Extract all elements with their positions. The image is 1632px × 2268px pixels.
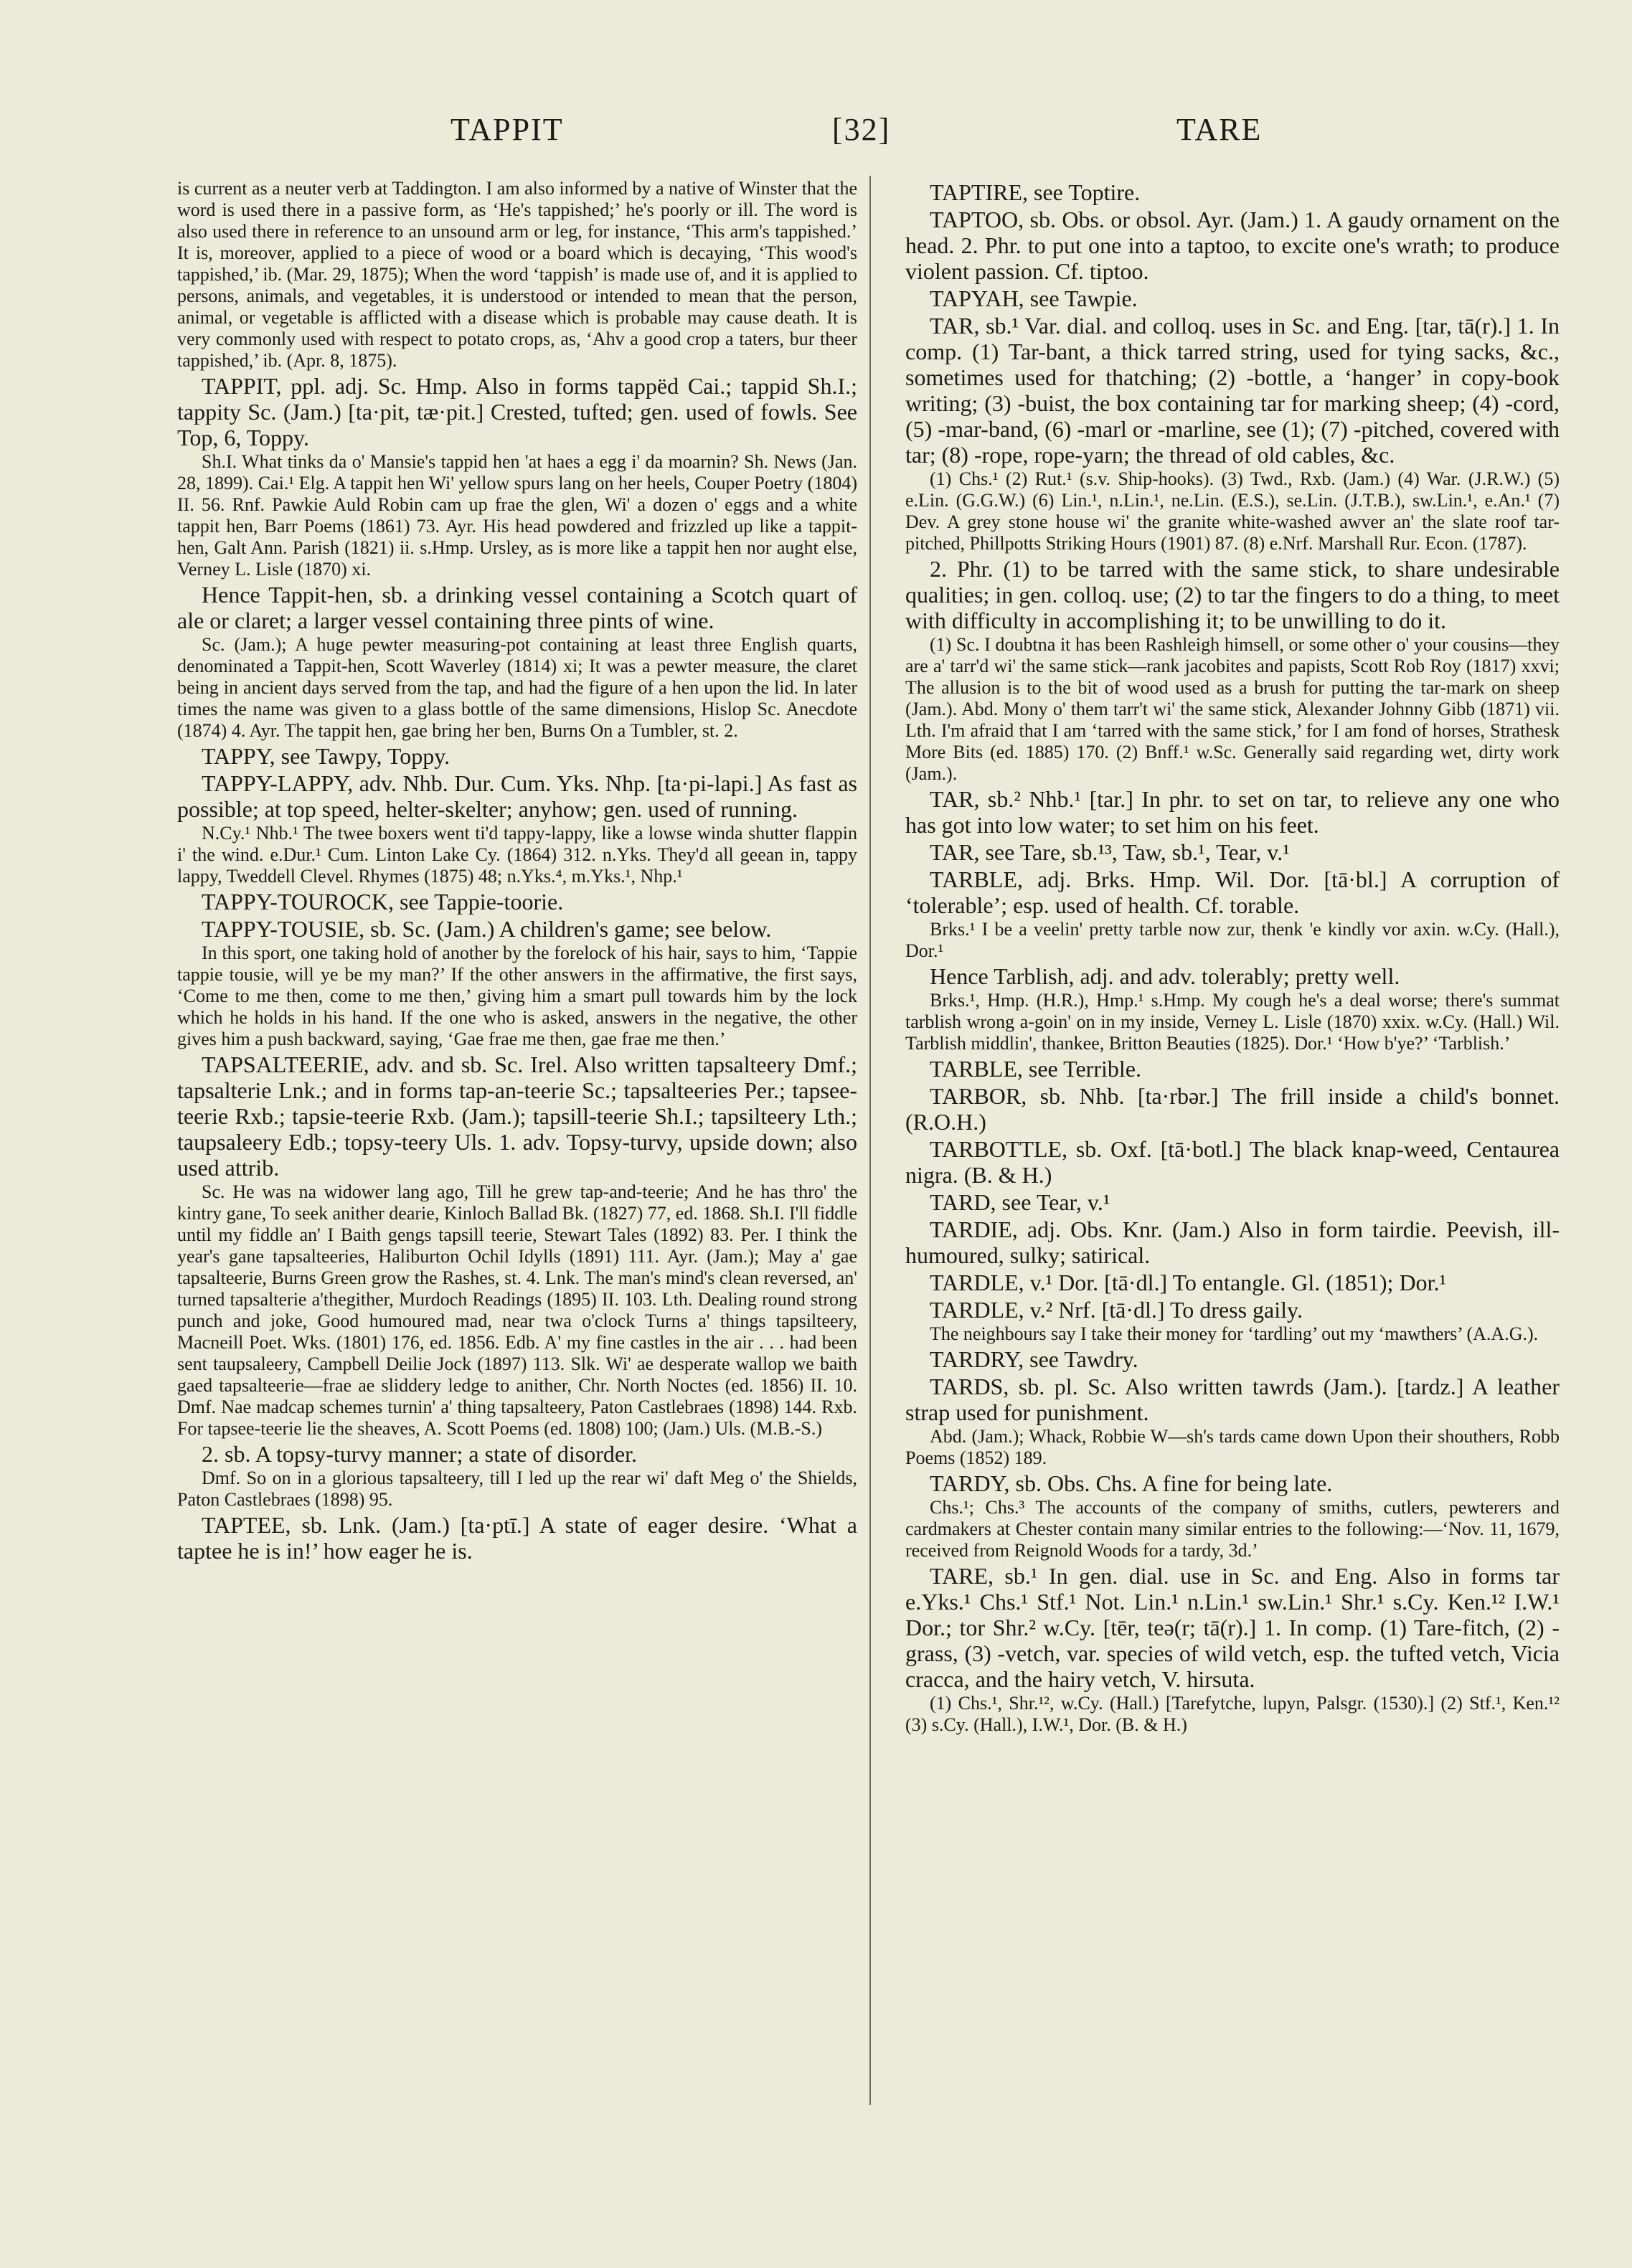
page-number: [32] (832, 112, 891, 147)
entry-tardie: TARDIE, adj. Obs. Knr. (Jam.) Also in form tairdie. Peevish, ill-humoured, sulky; satirical. (905, 1216, 1560, 1268)
entry-tappit: TAPPIT, ppl. adj. Sc. Hmp. Also in forms tappëd Cai.; tappid Sh.I.; tappity Sc. (Jam.) [ta·pit, tæ·pit.] Crested, tufted; gen. used of fowls. See Top, 6, Toppy. (177, 373, 857, 450)
entry-tare: TARE, sb.¹ In gen. dial. use in Sc. and Eng. Also in forms tar e.Yks.¹ Chs.¹ Stf.¹ Not. Lin.¹ n.Lin.¹ sw.Lin.¹ Shr.¹ s.Cy. Ken.¹² I.W.¹ Dor.; tor Shr.² w.Cy. [tēr, teə(r; tā(r).] 1. In comp. (1) Tare-fitch, (2) -grass, (3) -vetch, var. species of wild vetch, esp. the tufted vetch, Vicia cracca, and the hairy vetch, V. hirsuta. (905, 1563, 1560, 1692)
entry-tapyah: TAPYAH, see Tawpie. (930, 285, 1138, 311)
citations: Dmf. So on in a glorious tapsalteery, till I led up the rear wi' daft Meg o' the Shields, Paton Castlebraes (1898) 95. (177, 1468, 857, 1510)
entry-taptoo: TAPTOO, sb. Obs. or obsol. Ayr. (Jam.) 1. A gaudy ornament on the head. 2. Phr. to put one into a taptoo, to excite one's wrath; to produce violent passion. Cf. tiptoo. (905, 207, 1560, 284)
citations: (1) Chs.¹ (2) Rut.¹ (s.v. Ship-hooks). (3) Twd., Rxb. (Jam.) (4) War. (J.R.W.) (5) e.Lin. (G.G.W.) (6) Lin.¹, n.Lin.¹, ne.Lin. (E.S.), se.Lin. (J.T.B.), sw.Lin.¹, e.An.¹ (7) Dev. A grey stone house wi' the granite white-washed awver an' the slate roof tar-pitched, Phillpotts Striking Hours (1901) 87. (8) e.Nrf. Marshall Rur. Econ. (1787). (905, 468, 1560, 554)
citations: Sh.I. What tinks da o' Mansie's tappid hen 'at haes a egg i' da moarnin? Sh. News (Jan. 28, 1899). Cai.¹ Elg. A tappit hen Wi' yellow spurs lang on her heels, Couper Poetry (1804) II. 56. Rnf. Pawkie Auld Robin cam up frae the glen, Wi' a dozen o' eggs and a white tappit hen, Barr Poems (1861) 73. Ayr. His head powdered and frizzled up like a tappit-hen, Galt Ann. Parish (1821) ii. s.Hmp. Ursley, as is more like a tappit hen nor aught else, Verney L. Lisle (1870) xi. (177, 451, 857, 580)
entry-tardry: TARDRY, see Tawdry. (930, 1346, 1138, 1372)
running-head (0, 111, 1632, 161)
paragraph-continuation: is current as a neuter verb at Taddington. I am also informed by a native of Winster that the word is used there in a passive form, as ‘He's tappished;’ he's poorly or ill. The word is also used there in reference to an unsound arm or leg, for instance, ‘This arm's tappished.’ It is, moreover, applied to a piece of wood or a board which is decaying, ‘This wood's tappished,’ ib. (Mar. 29, 1875); When the word ‘tappish’ is made use of, and it is applied to persons, animals, and vegetables, it is understood or intended to mean that the person, animal, or vegetable is afflicted with a disease which is probable may cause death. It is very commonly used with respect to potato crops, as, ‘Ahv a good crop a taters, bur theer tappished,’ ib. (Apr. 8, 1875). (177, 178, 857, 371)
citations: Abd. (Jam.); Whack, Robbie W—sh's tards came down Upon their shouthers, Robb Poems (1852) 189. (905, 1426, 1560, 1468)
citations: Brks.¹ I be a veelin' pretty tarble now zur, thenk 'e kindly vor axin. w.Cy. (Hall.), Dor.¹ (905, 919, 1560, 961)
citations: The neighbours say I take their money for ‘tardling’ out my ‘mawthers’ (A.A.G.). (930, 1323, 1539, 1344)
entry-tarbottle: TARBOTTLE, sb. Oxf. [tā·botl.] The black knap-weed, Centaurea nigra. (B. & H.) (905, 1136, 1560, 1188)
entry-tardle-2: TARDLE, v.² Nrf. [tā·dl.] To dress gaily. (930, 1297, 1303, 1323)
citations: Brks.¹, Hmp. (H.R.), Hmp.¹ s.Hmp. My cough he's a deal worse; there's summat tarblish wrong a-goin' on in my inside, Verney L. Lisle (1870) xxix. w.Cy. (Hall.) Wil. Tarblish middlin', thankee, Britton Beauties (1825). Dor.¹ ‘How b'ye?’ ‘Tarblish.’ (905, 990, 1560, 1054)
entry-tar-see: TAR, see Tare, sb.¹³, Taw, sb.¹, Tear, v.¹ (930, 839, 1290, 865)
entry-tarble-see: TARBLE, see Terrible. (930, 1056, 1141, 1082)
citations: In this sport, one taking hold of another by the forelock of his hair, says to him, ‘Tappie tappie tousie, will ye be my man?’ If the other answers in the affirmative, the first says, ‘Come to me then, come to me then,’ giving him a smart pull towards him by the lock which he holds in his hand. If the one who is asked, answers in the negative, the other gives him a push backward, saying, ‘Gae frae me then, gae frae me then.’ (177, 942, 857, 1049)
citations: Chs.¹; Chs.³ The accounts of the company of smiths, cutlers, pewterers and cardmakers at Chester contain many similar entries to the following:—‘Nov. 11, 1679, received from Reignold Woods for a tardy, 3d.’ (905, 1497, 1560, 1561)
entry-tappit-hen: Hence Tappit-hen, sb. a drinking vessel containing a Scotch quart of ale or claret; a larger vessel containing three pints of wine. (177, 582, 857, 633)
entry-tappy-tousie: TAPPY-TOUSIE, sb. Sc. (Jam.) A children's game; see below. (202, 916, 772, 942)
citations: Sc. He was na widower lang ago, Till he grew tap-and-teerie; And he has thro' the kintry gane, To seek anither dearie, Kinloch Ballad Bk. (1827) 77, ed. 1868. Sh.I. I'll fiddle until my fiddle an' I Baith gengs tapsill teerie, Stewart Tales (1892) 83. Per. I think the year's gane tapsalteeries, Haliburton Ochil Idylls (1891) 111. Ayr. (Jam.); May a' gae tapsalteerie, Burns Green grow the Rashes, st. 4. Lnk. The man's mind's clean reversed, an' turned tapsalterie a'thegither, Murdoch Readings (1895) II. 103. Lth. Dealing round strong punch and joke, Good humoured mad, near twa o'clock Turns a' things tapsilteery, Macneill Poet. Wks. (1801) 176, ed. 1856. Edb. A' my fine castles in the air . . . had been sent taupsaleery, Campbell Deilie Jock (1897) 113. Slk. Wi' ae desperate wallop we baith gaed tapsalteerie—frae ae sliddery ledge to anither, Chr. North Noctes (ed. 1856) II. 10. Dmf. Nae madcap schemes turnin' a' thing tapsalteery, Paton Castlebraes (1898) 144. Rxb. For tapsee-teerie lie the sheaves, A. Scott Poems (ed. 1808) 100; (Jam.) Uls. (M.B.-S.) (177, 1181, 857, 1439)
column-divider (869, 176, 871, 2105)
entry-tarbor: TARBOR, sb. Nhb. [ta·rbər.] The frill inside a child's bonnet. (R.O.H.) (905, 1083, 1560, 1135)
entry-tard: TARD, see Tear, v.¹ (930, 1189, 1110, 1215)
entry-sense: 2. Phr. (1) to be tarred with the same stick, to share undesirable qualities; in gen. colloq. use; (2) to tar the fingers to do a thing, to meet with difficulty in accomplishing it; to be unwilling to do it. (905, 556, 1560, 633)
left-column (177, 178, 857, 1564)
entry-tarblish: Hence Tarblish, adj. and adv. tolerably; pretty well. (930, 963, 1400, 989)
entry-tardy: TARDY, sb. Obs. Chs. A fine for being late. (930, 1470, 1333, 1496)
entry-tapsalteerie: TAPSALTEERIE, adv. and sb. Sc. Irel. Also written tapsalteery Dmf.; tapsalterie Lnk.; and in forms tap-an-teerie Sc.; tapsalteeries Per.; tapsee-teerie Rxb.; tapsie-teerie Rxb. (Jam.); tapsill-teerie Sh.I.; tapsilteery Lth.; taupsaleery Edb.; topsy-teery Uls. 1. adv. Topsy-turvy, upside down; also used attrib. (177, 1052, 857, 1181)
entry-tappy-lappy: TAPPY-LAPPY, adv. Nhb. Dur. Cum. Yks. Nhp. [ta·pi-lapi.] As fast as possible; at top speed, helter-skelter; anyhow; gen. used of running. (177, 770, 857, 822)
entry-tappy: TAPPY, see Tawpy, Toppy. (202, 743, 451, 769)
citations: (1) Sc. I doubtna it has been Rashleigh himsell, or some other o' your cousins—they are a' tarr'd wi' the same stick—rank jacobites and papists, Scott Rob Roy (1817) xxvi; The allusion is to the bit of wood used as a brush for putting the tar-mark on sheep (Jam.). Abd. Mony o' them tarr't wi' the same stick, Alexander Johnny Gibb (1871) vii. Lth. I'm afraid that I am ‘tarred with the same stick,’ for I am fond of horses, Strathesk More Bits (ed. 1885) 170. (2) Bnff.¹ w.Sc. Generally said regarding wet, dirty work (Jam.). (905, 634, 1560, 784)
entry-taptee: TAPTEE, sb. Lnk. (Jam.) [ta·ptī.] A state of eager desire. ‘What a taptee he is in!’ how eager he is. (177, 1512, 857, 1564)
citations: Sc. (Jam.); A huge pewter measuring-pot containing at least three English quarts, denominated a Tappit-hen, Scott Waverley (1814) xi; It was a pewter measure, the claret being in ancient days served from the tap, and had the figure of a hen upon the lid. In later times the name was given to a glass bottle of the same dimensions, Hislop Sc. Anecdote (1874) 4. Ayr. The tappit hen, gae bring her ben, Burns On a Tumbler, st. 2. (177, 634, 857, 741)
entry-tarble: TARBLE, adj. Brks. Hmp. Wil. Dor. [tā·bl.] A corruption of ‘tolerable’; esp. used of health. Cf. torable. (905, 866, 1560, 918)
entry-taptire: TAPTIRE, see Toptire. (930, 179, 1141, 205)
entry-tardle-1: TARDLE, v.¹ Dor. [tā·dl.] To entangle. Gl. (1851); Dor.¹ (930, 1270, 1447, 1295)
running-head-right: TARE (1176, 112, 1263, 147)
entry-tar-1: TAR, sb.¹ Var. dial. and colloq. uses in Sc. and Eng. [tar, tā(r).] 1. In comp. (1) Tar-bant, a thick tarred string, used for tying sacks, &c., sometimes used for thatching; (2) -bottle, a ‘hanger’ in copy-book writing; (3) -buist, the box containing tar for marking sheep; (4) -cord, (5) -mar-band, (6) -marl or -marline, see (1); (7) -pitched, covered with tar; (8) -rope, rope-yarn; the thread of old cables, &c. (905, 313, 1560, 468)
entry-tards: TARDS, sb. pl. Sc. Also written tawrds (Jam.). [tardz.] A leather strap used for punishment. (905, 1374, 1560, 1425)
running-head-left: TAPPIT (451, 112, 564, 147)
citations: N.Cy.¹ Nhb.¹ The twee boxers went ti'd tappy-lappy, like a lowse winda shutter flappin i' the wind. e.Dur.¹ Cum. Linton Lake Cy. (1864) 312. n.Yks. They'd all geean in, tappy lappy, Tweddell Clevel. Rhymes (1875) 48; n.Yks.⁴, m.Yks.¹, Nhp.¹ (177, 823, 857, 887)
entry-tappy-tourock: TAPPY-TOUROCK, see Tappie-toorie. (202, 889, 564, 915)
entry-sense: 2. sb. A topsy-turvy manner; a state of disorder. (202, 1441, 638, 1467)
right-column (905, 178, 1560, 1736)
entry-tar-2: TAR, sb.² Nhb.¹ [tar.] In phr. to set on tar, to relieve any one who has got into low water; to set him on his feet. (905, 786, 1560, 838)
citations: (1) Chs.¹, Shr.¹², w.Cy. (Hall.) [Tarefytche, lupyn, Palsgr. (1530).] (2) Stf.¹, Ken.¹² (3) s.Cy. (Hall.), I.W.¹, Dor. (B. & H.) (905, 1693, 1560, 1735)
